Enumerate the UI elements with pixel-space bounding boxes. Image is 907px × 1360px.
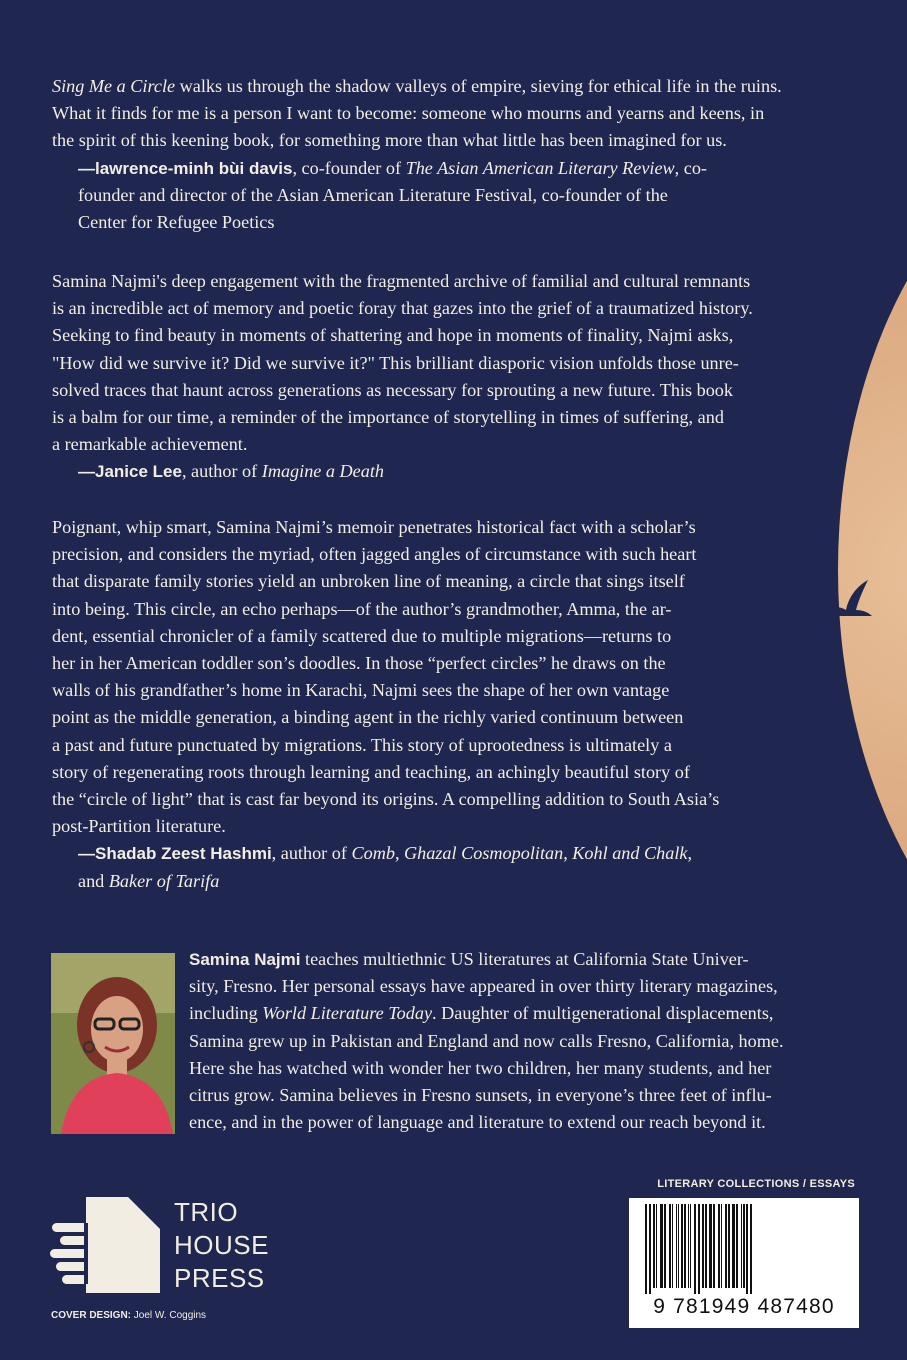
barcode-bar — [690, 1204, 691, 1288]
barcode-bar — [676, 1204, 677, 1288]
barcode-bar — [684, 1204, 686, 1288]
barcode-bar — [664, 1204, 666, 1288]
category-label: LITERARY COLLECTIONS / ESSAYS — [657, 1178, 855, 1190]
barcode-bar — [741, 1204, 742, 1288]
author-photo — [51, 953, 175, 1134]
blurb-attribution: —lawrence-minh bùi davis, co-founder of The Asian American Literary Review, co- — [78, 157, 707, 178]
isbn-barcode — [629, 1198, 859, 1328]
barcode-bar — [656, 1204, 657, 1288]
barcode-bar — [718, 1204, 720, 1288]
barcode-bar — [672, 1204, 673, 1288]
isbn-number: 9 781949 487480 — [653, 1295, 835, 1318]
barcode-bar — [725, 1204, 727, 1288]
barcode-bar — [698, 1204, 700, 1294]
barcode-bar — [709, 1204, 712, 1288]
barcode-bar — [736, 1204, 738, 1288]
barcode-bar — [678, 1204, 679, 1288]
barcode-bar — [681, 1204, 683, 1288]
barcode-bar — [750, 1204, 752, 1294]
barcode-bar — [721, 1204, 722, 1288]
barcode-bar — [702, 1204, 704, 1288]
author-bio: Samina Najmi teaches multiethnic US literatures at California State Univer- sity, Fresno. Her personal essays have appeared in over thirty literary magazines, including World Literature Today. Daughter of multigenerational displacements, Samina grew up in Pakistan and England and now calls Fresno, California, home. Here she has watched with wonder her two children, her many students, and her citrus grow. Samina believes in Fresno sunsets, in everyone’s three feet of influ- ence, and in the power of language and literature to extend our reach beyond it. — [189, 949, 784, 1133]
barcode-bar — [743, 1204, 745, 1288]
barcode-bar — [713, 1204, 715, 1288]
barcode-bars — [635, 1204, 853, 1294]
blurb-attribution: —Shadab Zeest Hashmi, author of Comb, Ghazal Cosmopolitan, Kohl and Chalk, — [78, 843, 693, 864]
barcode-bar — [732, 1204, 735, 1288]
barcode-bar — [705, 1204, 707, 1288]
barcode-bar — [669, 1204, 671, 1288]
trio-house-logo-icon — [50, 1197, 160, 1293]
cover-design-credit: COVER DESIGN: Joel W. Coggins — [51, 1310, 207, 1321]
barcode-bar — [649, 1204, 651, 1294]
barcode-bar — [660, 1204, 663, 1288]
barcode-bar — [694, 1204, 696, 1294]
press-name: TRIO HOUSE PRESS — [174, 1197, 269, 1293]
barcode-bar — [645, 1204, 647, 1294]
blurb-davis: Sing Me a Circle walks us through the shadow valleys of empire, sieving for ethical life in the ruins. What it finds for me is a person I want to become: someone who mourns and yearns and keens, in the spirit of this keening book, for something more than what little has been imagined for us. —lawrence-minh bùi davis, co-founder of The Asian American Literary Review, co- founder and director of the Asian American Literature Festival, co-founder of the Center for Refugee Poetics — [52, 73, 872, 236]
author-name: Samina Najmi — [189, 950, 301, 969]
book-title: Sing Me a Circle — [52, 76, 176, 96]
barcode-bar — [688, 1204, 689, 1288]
barcode-bar — [653, 1204, 655, 1288]
blurb-lee: Samina Najmi's deep engagement with the fragmented archive of familial and cultural remnants is an incredible act of memory and poetic foray that gazes into the grief of a traumatized history. Seeking to find beauty in moments of shattering and hope in moments of finality, Najmi asks, "How did we survive it? Did we survive it?" This brilliant diasporic vision unfolds those unre- solved traces that haunt across generations as necessary for sprouting a new future. This book is a balm for our time, a reminder of the importance of storytelling in times of suffering, and a remarkable achievement. —Janice Lee, author of Imagine a Death — [52, 268, 872, 486]
barcode-bar — [728, 1204, 730, 1288]
barcode-bar — [746, 1204, 748, 1294]
blurb-hashmi: Poignant, whip smart, Samina Najmi’s memoir penetrates historical fact with a scholar’s precision, and considers the myriad, often jagged angles of circumstance with such heart that disparate family stories yield an unbroken line of meaning, a circle that sings itself into being. This circle, an echo perhaps—of the author’s grandmother, Amma, the ar- dent, essential chronicler of a family scattered due to multiple migrations—returns to her in her American toddler son’s doodles. In those “perfect circles” he draws on the walls of his grandfather’s home in Karachi, Najmi sees the shape of her own vantage point as the middle generation, a binding agent in the richly varied continuum between a past and future punctuated by migrations. This story of uprootedness is ultimately a story of regenerating roots through learning and teaching, an achingly beautiful story of the “circle of light” that is cast far beyond its origins. A compelling addition to South Asia’s post-Partition literature. —Shadab Zeest Hashmi, author of Comb, Ghazal Cosmopolitan, Kohl and Chalk, and Baker of Tarifa — [52, 514, 872, 895]
blurb-attribution: —Janice Lee, author of Imagine a Death — [78, 461, 384, 482]
